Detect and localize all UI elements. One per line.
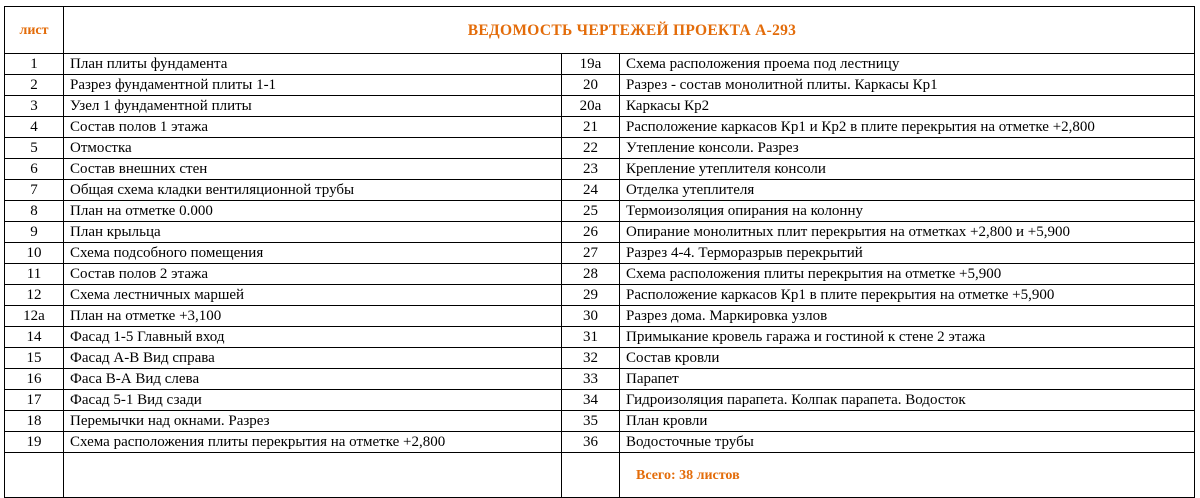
table-row (5, 390, 1195, 411)
sheet-number: 15 (5, 348, 64, 369)
sheet-name: Разрез - состав монолитной плиты. Каркасы Кр1 (620, 75, 1195, 96)
sheet-name: Разрез 4-4. Терморазрыв перекрытий (620, 243, 1195, 264)
sheet-number: 36 (562, 432, 620, 453)
drawing-list-table (4, 6, 1195, 498)
table-row (5, 138, 1195, 159)
sheet-name: Фаса В-А Вид слева (64, 369, 562, 390)
table-row (5, 180, 1195, 201)
table-row (5, 201, 1195, 222)
sheet-number: 17 (5, 390, 64, 411)
sheet-name: Крепление утеплителя консоли (620, 159, 1195, 180)
sheet-name: Утепление консоли. Разрез (620, 138, 1195, 159)
table-row (5, 96, 1195, 117)
table-row (5, 369, 1195, 390)
sheet-number: 3 (5, 96, 64, 117)
sheet-name: Состав полов 1 этажа (64, 117, 562, 138)
sheet-name: План плиты фундамента (64, 54, 562, 75)
sheet-name: Примыкание кровель гаража и гостиной к стене 2 этажа (620, 327, 1195, 348)
sheet-number: 24 (562, 180, 620, 201)
table-row (5, 243, 1195, 264)
sheet-number: 8 (5, 201, 64, 222)
table-row (5, 285, 1195, 306)
table-row (5, 54, 1195, 75)
sheet-name: Схема расположения плиты перекрытия на отметке +5,900 (620, 264, 1195, 285)
sheet-name: Схема подсобного помещения (64, 243, 562, 264)
sheet-number: 9 (5, 222, 64, 243)
sheet-number: 27 (562, 243, 620, 264)
sheet-name: План крыльца (64, 222, 562, 243)
sheet-number: 33 (562, 369, 620, 390)
table-row (5, 411, 1195, 432)
footer-row (5, 453, 1195, 498)
sheet-number: 10 (5, 243, 64, 264)
table-row (5, 264, 1195, 285)
table-row (5, 159, 1195, 180)
empty-cell (5, 453, 64, 498)
sheet-name: Схема расположения плиты перекрытия на отметке +2,800 (64, 432, 562, 453)
table-row (5, 306, 1195, 327)
sheet-name: Отмостка (64, 138, 562, 159)
sheet-name: Фасад 1-5 Главный вход (64, 327, 562, 348)
sheet-name: Разрез дома. Маркировка узлов (620, 306, 1195, 327)
sheet-number: 11 (5, 264, 64, 285)
sheet-number: 1 (5, 54, 64, 75)
sheet-name: Состав кровли (620, 348, 1195, 369)
sheet-number: 12 (5, 285, 64, 306)
sheet-name: Фасад 5-1 Вид сзади (64, 390, 562, 411)
sheet-column-label: лист (5, 7, 64, 54)
empty-cell (562, 453, 620, 498)
sheet-name: Схема лестничных маршей (64, 285, 562, 306)
sheet-number: 22 (562, 138, 620, 159)
table-row (5, 348, 1195, 369)
sheet-number: 26 (562, 222, 620, 243)
total-sheets: Всего: 38 листов (620, 453, 1195, 498)
sheet-number: 18 (5, 411, 64, 432)
sheet-name: Опирание монолитных плит перекрытия на отметках +2,800 и +5,900 (620, 222, 1195, 243)
sheet-number: 25 (562, 201, 620, 222)
sheet-number: 4 (5, 117, 64, 138)
sheet-number: 12а (5, 306, 64, 327)
sheet-name: План кровли (620, 411, 1195, 432)
sheet-name: Парапет (620, 369, 1195, 390)
table-row (5, 75, 1195, 96)
sheet-number: 35 (562, 411, 620, 432)
sheet-number: 6 (5, 159, 64, 180)
table-row (5, 117, 1195, 138)
sheet-number: 2 (5, 75, 64, 96)
sheet-name: Расположение каркасов Кр1 в плите перекрытия на отметке +5,900 (620, 285, 1195, 306)
table-row (5, 432, 1195, 453)
sheet-name: Гидроизоляция парапета. Колпак парапета. Водосток (620, 390, 1195, 411)
sheet-name: Отделка утеплителя (620, 180, 1195, 201)
sheet-name: Разрез фундаментной плиты 1-1 (64, 75, 562, 96)
sheet-number: 7 (5, 180, 64, 201)
sheet-number: 28 (562, 264, 620, 285)
sheet-name: Общая схема кладки вентиляционной трубы (64, 180, 562, 201)
sheet-name: Схема расположения проема под лестницу (620, 54, 1195, 75)
sheet-name: План на отметке 0.000 (64, 201, 562, 222)
sheet-name: Перемычки над окнами. Разрез (64, 411, 562, 432)
table-row (5, 327, 1195, 348)
sheet-number: 31 (562, 327, 620, 348)
sheet-name: Водосточные трубы (620, 432, 1195, 453)
document-title: ВЕДОМОСТЬ ЧЕРТЕЖЕЙ ПРОЕКТА А-293 (64, 7, 1195, 54)
table-row (5, 222, 1195, 243)
sheet-number: 23 (562, 159, 620, 180)
sheet-number: 34 (562, 390, 620, 411)
sheet-name: Состав внешних стен (64, 159, 562, 180)
sheet-number: 21 (562, 117, 620, 138)
sheet-number: 29 (562, 285, 620, 306)
sheet-number: 16 (5, 369, 64, 390)
sheet-number: 20 (562, 75, 620, 96)
sheet-number: 30 (562, 306, 620, 327)
sheet-number: 19 (5, 432, 64, 453)
sheet-number: 19а (562, 54, 620, 75)
sheet-number: 32 (562, 348, 620, 369)
sheet-number: 14 (5, 327, 64, 348)
sheet-name: Состав полов 2 этажа (64, 264, 562, 285)
header-row (5, 7, 1195, 54)
sheet-number: 20а (562, 96, 620, 117)
sheet-name: Каркасы Кр2 (620, 96, 1195, 117)
sheet-name: План на отметке +3,100 (64, 306, 562, 327)
sheet-name: Расположение каркасов Кр1 и Кр2 в плите перекрытия на отметке +2,800 (620, 117, 1195, 138)
empty-cell (64, 453, 562, 498)
sheet-name: Термоизоляция опирания на колонну (620, 201, 1195, 222)
sheet-name: Фасад А-В Вид справа (64, 348, 562, 369)
sheet-name: Узел 1 фундаментной плиты (64, 96, 562, 117)
sheet-number: 5 (5, 138, 64, 159)
